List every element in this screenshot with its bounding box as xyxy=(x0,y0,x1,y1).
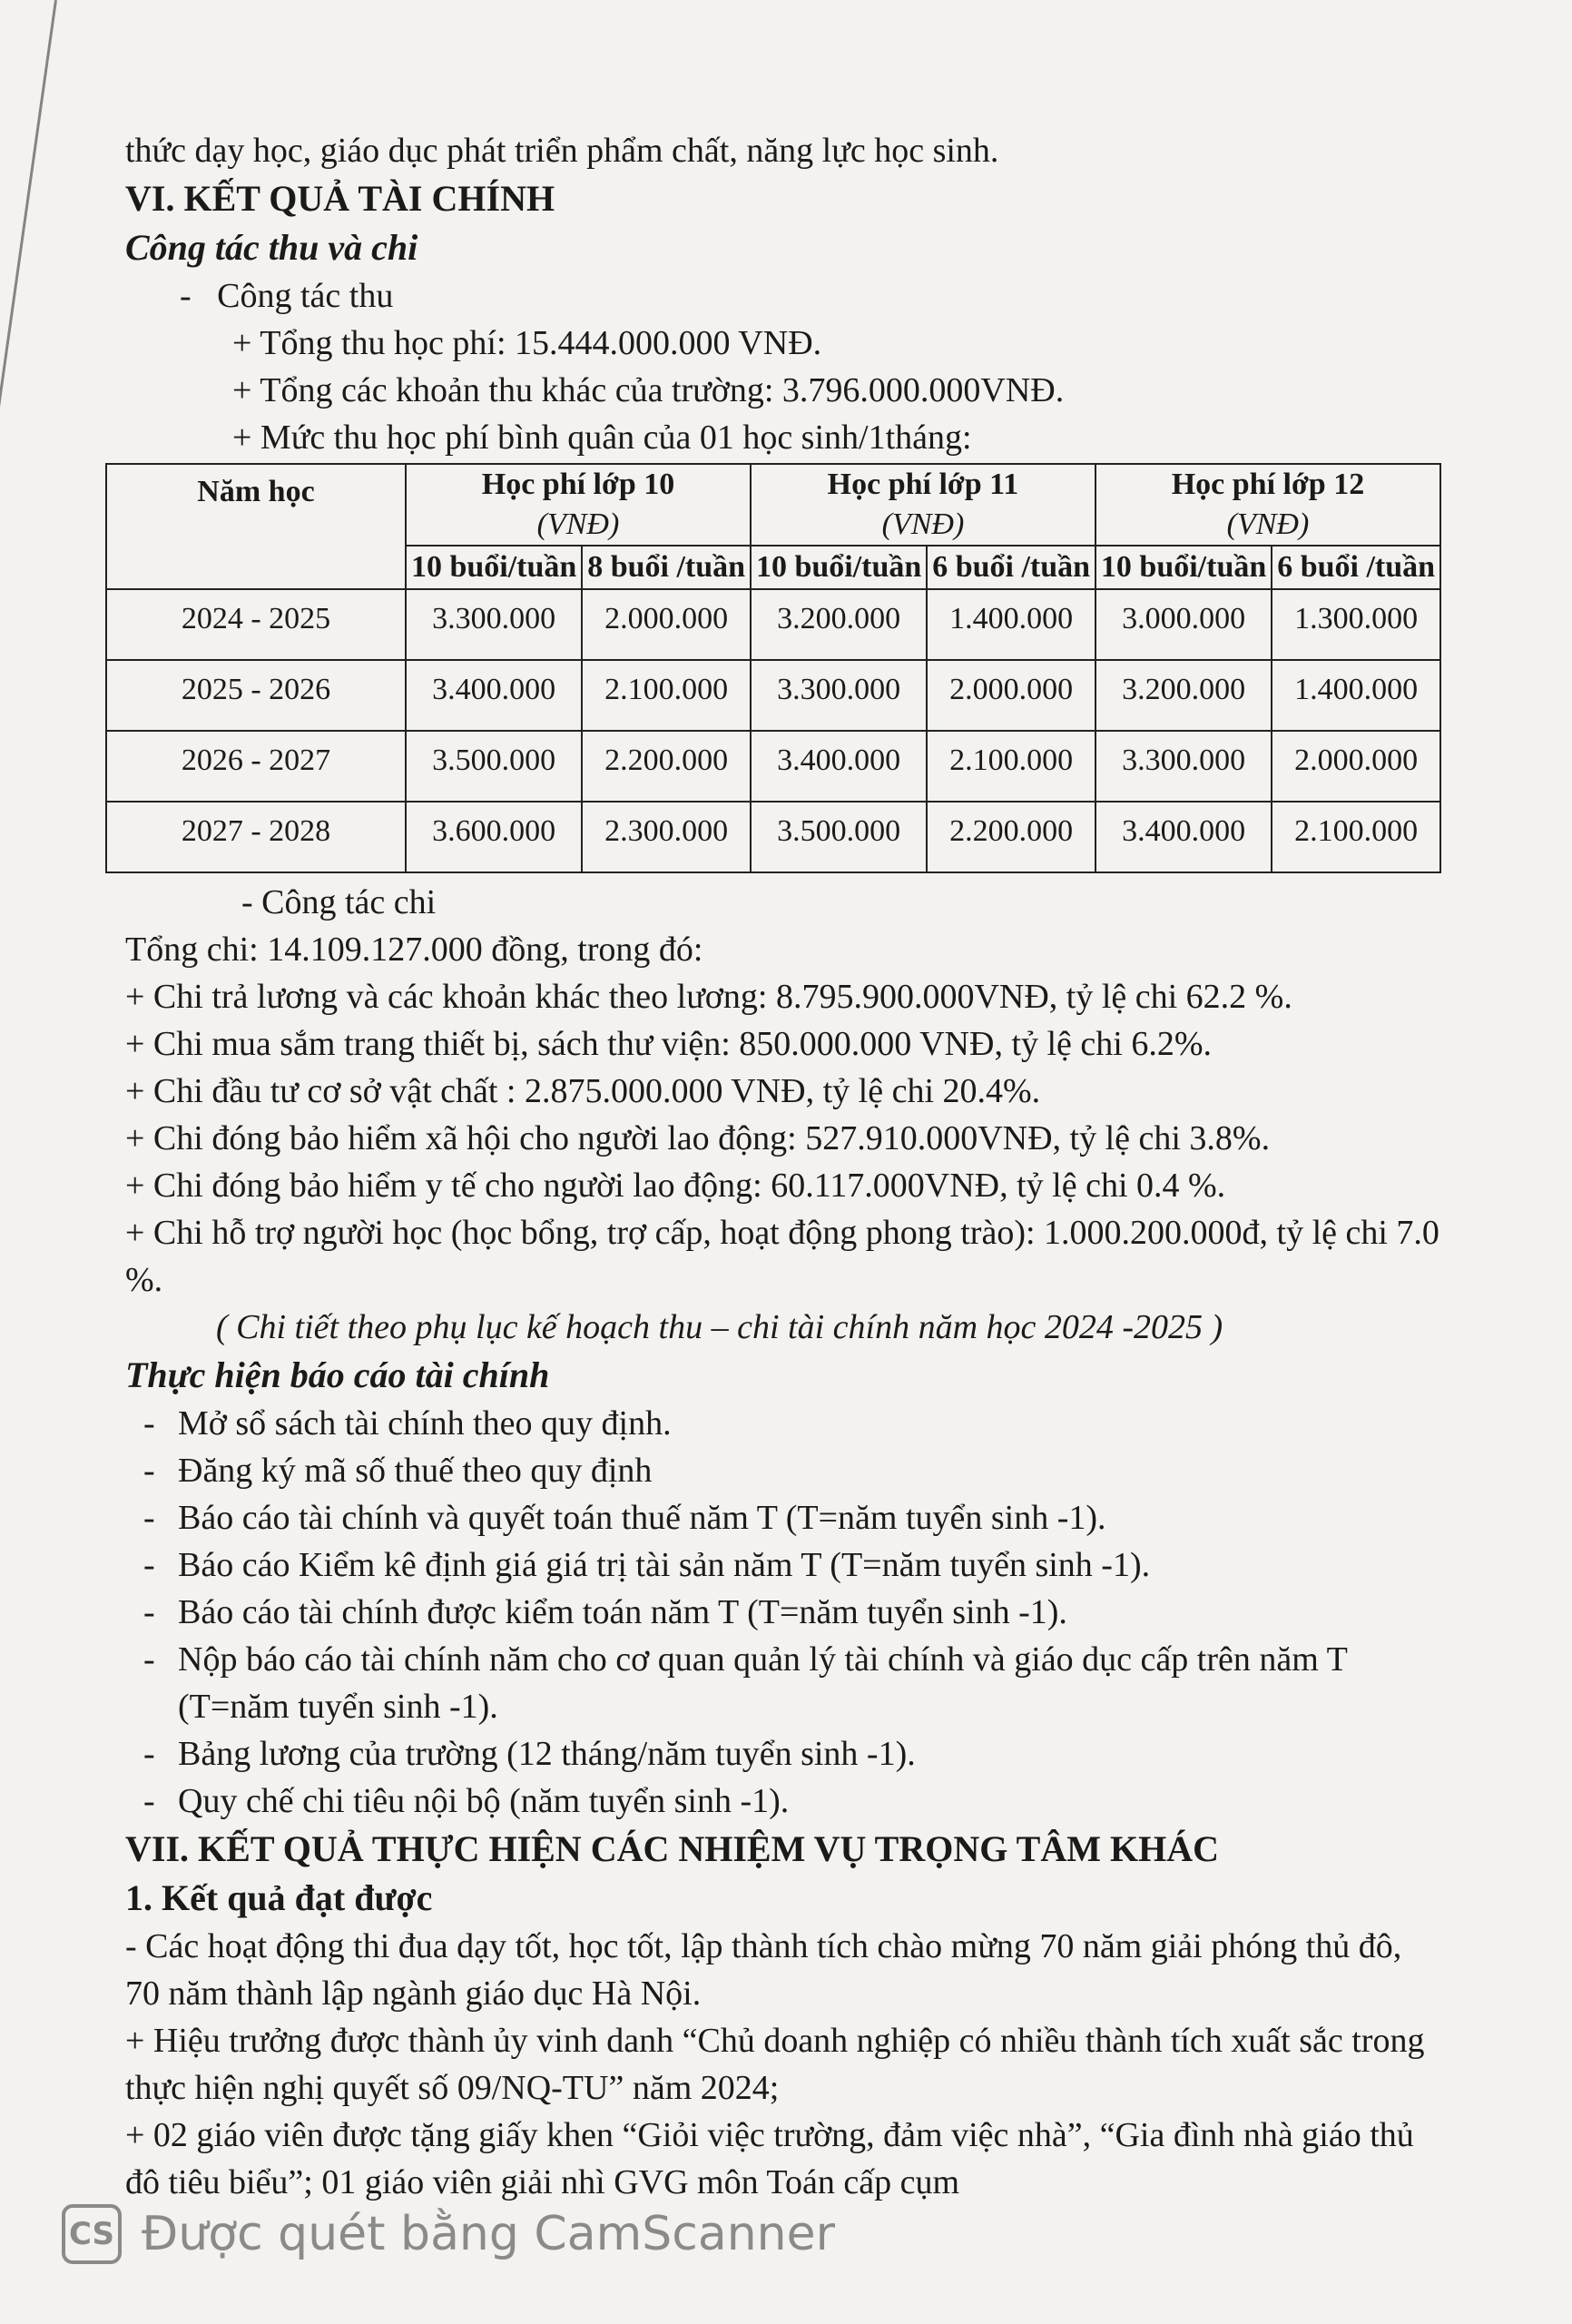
fee-cell: 3.400.000 xyxy=(751,731,927,802)
section-7-title: VII. KẾT QUẢ THỰC HIỆN CÁC NHIỆM VỤ TRỌNG TÂM KHÁC xyxy=(125,1828,1219,1869)
expense-item: + Chi mua sắm trang thiết bị, sách thư viện: 850.000.000 VNĐ, tỷ lệ chi 6.2%. xyxy=(125,1025,1212,1063)
tuition-table xyxy=(105,463,1441,873)
bullet-dash: - xyxy=(143,1640,155,1679)
expense-total: Tổng chi: 14.109.127.000 đồng, trong đó: xyxy=(125,931,703,969)
list-item-text: Nộp báo cáo tài chính năm cho cơ quan quản lý tài chính và giáo dục cấp trên năm T (T=năm tuyển sinh -1). xyxy=(178,1640,1348,1726)
fee-cell: 1.400.000 xyxy=(927,589,1095,660)
year-cell: 2025 - 2026 xyxy=(106,660,406,731)
expense-item: + Chi đóng bảo hiểm y tế cho người lao động: 60.117.000VNĐ, tỷ lệ chi 0.4 %. xyxy=(125,1167,1226,1205)
list-item-text: Bảng lương của trường (12 tháng/năm tuyển sinh -1). xyxy=(178,1735,916,1773)
list-item-text: Đăng ký mã số thuế theo quy định xyxy=(178,1452,653,1490)
income-label-text: Công tác thu xyxy=(217,277,394,315)
bullet-dash: - xyxy=(143,1593,155,1631)
list-item-text: Báo cáo tài chính được kiểm toán năm T (T=năm tuyển sinh -1). xyxy=(178,1593,1067,1631)
col-header: 8 buổi /tuần xyxy=(582,546,751,589)
list-item xyxy=(125,1541,1441,1589)
col-header: 6 buổi /tuần xyxy=(927,546,1095,589)
year-cell: 2026 - 2027 xyxy=(106,731,406,802)
list-item-text: Mở sổ sách tài chính theo quy định. xyxy=(178,1404,672,1443)
expense-label: - Công tác chi xyxy=(241,883,437,921)
fee-cell: 2.100.000 xyxy=(927,731,1095,802)
section-7-subtitle: 1. Kết quả đạt được xyxy=(125,1877,433,1918)
document-body xyxy=(125,127,1441,2206)
table-row xyxy=(106,660,1440,731)
group-title: Học phí lớp 12 xyxy=(1171,468,1365,501)
bullet-dash: - xyxy=(143,1404,155,1443)
expense-item: + Chi trả lương và các khoản khác theo lương: 8.795.900.000VNĐ, tỷ lệ chi 62.2 %. xyxy=(125,978,1292,1016)
page-edge-line xyxy=(0,0,57,468)
fee-cell: 3.600.000 xyxy=(406,802,582,872)
fee-cell: 2.300.000 xyxy=(582,802,751,872)
list-item-text: Quy chế chi tiêu nội bộ (năm tuyển sinh -1). xyxy=(178,1782,790,1820)
fee-cell: 3.300.000 xyxy=(1095,731,1272,802)
camscanner-text: Được quét bằng CamScanner xyxy=(142,2207,836,2261)
group-title: Học phí lớp 10 xyxy=(481,468,675,501)
list-item xyxy=(125,1400,1441,1447)
list-item xyxy=(125,1777,1441,1825)
fee-cell: 2.000.000 xyxy=(582,589,751,660)
fee-cell: 3.500.000 xyxy=(406,731,582,802)
fee-cell: 3.400.000 xyxy=(1095,802,1272,872)
group-header-grade-12 xyxy=(1095,464,1440,546)
report-title: Thực hiện báo cáo tài chính xyxy=(125,1354,550,1395)
fee-cell: 1.400.000 xyxy=(1272,660,1440,731)
fee-cell: 2.100.000 xyxy=(582,660,751,731)
fee-cell: 3.200.000 xyxy=(1095,660,1272,731)
paragraph: - Các hoạt động thi đua dạy tốt, học tốt, lập thành tích chào mừng 70 năm giải phóng thủ đô, 70 năm thành lập ngành giáo dục Hà Nội. xyxy=(125,1927,1402,2013)
expense-item: + Chi hỗ trợ người học (học bổng, trợ cấp, hoạt động phong trào): 1.000.200.000đ, tỷ lệ chi 7.0 %. xyxy=(125,1214,1439,1299)
fee-cell: 2.100.000 xyxy=(1272,802,1440,872)
fee-cell: 3.200.000 xyxy=(751,589,927,660)
camscanner-logo-icon: CS xyxy=(62,2204,122,2264)
table-row xyxy=(106,589,1440,660)
col-header: 10 buổi/tuần xyxy=(406,546,582,589)
fee-cell: 2.000.000 xyxy=(927,660,1095,731)
group-unit: (VNĐ) xyxy=(1226,507,1310,541)
paragraph: + 02 giáo viên được tặng giấy khen “Giỏi việc trường, đảm việc nhà”, “Gia đình nhà giáo thủ đô tiêu biểu”; 01 giáo viên giải nhì GVG môn Toán cấp cụm xyxy=(125,2116,1414,2201)
expense-item: + Chi đóng bảo hiểm xã hội cho người lao động: 527.910.000VNĐ, tỷ lệ chi 3.8%. xyxy=(125,1119,1271,1157)
col-header: 10 buổi/tuần xyxy=(1095,546,1272,589)
list-item-text: Báo cáo Kiểm kê định giá giá trị tài sản năm T (T=năm tuyển sinh -1). xyxy=(178,1546,1151,1584)
bullet-dash: - xyxy=(143,1499,155,1537)
table-row xyxy=(106,731,1440,802)
section-6-title: VI. KẾT QUẢ TÀI CHÍNH xyxy=(125,178,555,219)
fee-cell: 2.000.000 xyxy=(1272,731,1440,802)
list-item xyxy=(125,1494,1441,1541)
fee-cell: 2.200.000 xyxy=(582,731,751,802)
fee-cell: 3.400.000 xyxy=(406,660,582,731)
list-item xyxy=(125,1447,1441,1494)
income-item: + Tổng các khoản thu khác của trường: 3.796.000.000VNĐ. xyxy=(232,371,1065,409)
section-6-subtitle: Công tác thu và chi xyxy=(125,227,418,268)
table-row xyxy=(106,802,1440,872)
income-label: - Công tác thu xyxy=(180,277,394,315)
bullet-dash: - xyxy=(143,1452,155,1490)
group-header-grade-11 xyxy=(751,464,1095,546)
col-header: 6 buổi /tuần xyxy=(1272,546,1440,589)
fee-cell: 3.000.000 xyxy=(1095,589,1272,660)
detail-note: ( Chi tiết theo phụ lục kế hoạch thu – chi tài chính năm học 2024 -2025 ) xyxy=(216,1308,1223,1346)
income-item: + Tổng thu học phí: 15.444.000.000 VNĐ. xyxy=(232,324,822,362)
col-header: 10 buổi/tuần xyxy=(751,546,927,589)
camscanner-watermark xyxy=(62,2204,835,2264)
bullet-dash: - xyxy=(143,1735,155,1773)
year-cell: 2027 - 2028 xyxy=(106,802,406,872)
fee-cell: 2.200.000 xyxy=(927,802,1095,872)
bullet-dash: - xyxy=(143,1782,155,1820)
income-item: + Mức thu học phí bình quân của 01 học sinh/1tháng: xyxy=(232,419,972,457)
list-item xyxy=(125,1589,1441,1636)
list-item xyxy=(125,1636,1441,1730)
fee-cell: 3.500.000 xyxy=(751,802,927,872)
group-unit: (VNĐ) xyxy=(881,507,965,541)
fee-cell: 1.300.000 xyxy=(1272,589,1440,660)
expense-item: + Chi đầu tư cơ sở vật chất : 2.875.000.000 VNĐ, tỷ lệ chi 20.4%. xyxy=(125,1072,1041,1110)
group-unit: (VNĐ) xyxy=(536,507,620,541)
fee-cell: 3.300.000 xyxy=(751,660,927,731)
group-header-grade-10 xyxy=(406,464,751,546)
fee-cell: 3.300.000 xyxy=(406,589,582,660)
table-header-row xyxy=(106,464,1440,546)
year-cell: 2024 - 2025 xyxy=(106,589,406,660)
list-item-text: Báo cáo tài chính và quyết toán thuế năm T (T=năm tuyển sinh -1). xyxy=(178,1499,1106,1537)
intro-line: thức dạy học, giáo dục phát triển phẩm chất, năng lực học sinh. xyxy=(125,132,999,170)
list-item xyxy=(125,1730,1441,1777)
paragraph: + Hiệu trưởng được thành ủy vinh danh “Chủ doanh nghiệp có nhiều thành tích xuất sắc trong thực hiện nghị quyết số 09/NQ-TU” năm 2024; xyxy=(125,2022,1425,2107)
group-title: Học phí lớp 11 xyxy=(827,468,1019,501)
bullet-dash: - xyxy=(143,1546,155,1584)
year-header: Năm học xyxy=(106,464,406,589)
